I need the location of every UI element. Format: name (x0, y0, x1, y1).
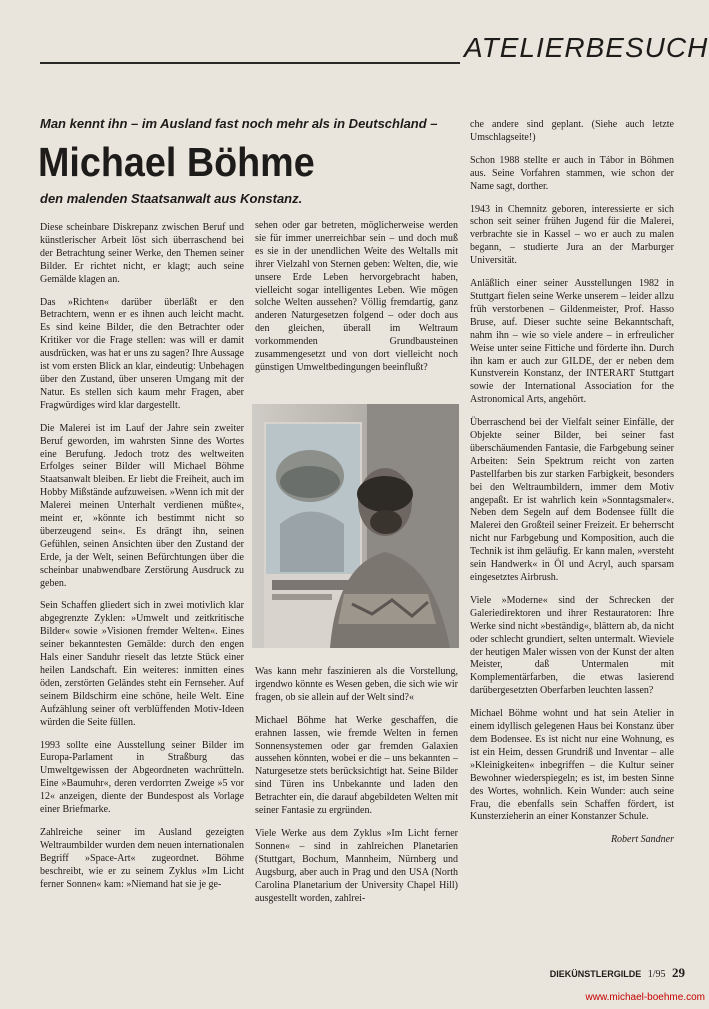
paragraph: Überraschend bei der Vielfalt seiner Einfälle, der Objekte seiner Bilder, bei seiner fast überschäumenden Fantasie, die Farbgebung seiner Arbeiten: Sein Spektrum reicht von zarten Pastellfarben bis zur starken Farbigkeit, besonders bei den Weltraumbildern, immer dem Motiv angepaßt. Er ist wahrlich kein »Sonntagsmaler«. Neben dem Segeln auf dem Bodensee füllt die Malerei den Großteil seiner Freizeit. Er beherrscht nicht nur Farbgebung und Komposition, auch die Technik ist ihm geläufig. Er kann malen, »versteht sein Handwerk« in Öl und Acryl, auch sparsam eingesetztes Airbrush. (470, 417, 674, 583)
article-subtitle: den malenden Staatsanwalt aus Konstanz. (40, 191, 303, 206)
section-heading: ATELIERBESUCH (464, 32, 709, 63)
column-2-top (255, 220, 458, 385)
column-1 (40, 222, 244, 902)
page-number: 29 (672, 965, 685, 980)
artist-photo (252, 404, 459, 648)
column-2-bottom (255, 666, 458, 915)
column-3 (470, 119, 674, 847)
paragraph: Michael Böhme hat Werke geschaffen, die erahnen lassen, wie fremde Welten in fernen Sonnensystemen oder gar fremden Galaxien aussehen könnten, wobei er die – uns bekannten – Naturgesetze stets berücksichtigt hat. Seine Bilder sind Türen ins Unbekannte und laden den Betrachter ein, die darauf abgebildeten Welten mit seiner Fantasie zu ergründen. (255, 714, 458, 817)
paragraph: Die Malerei ist im Lauf der Jahre sein zweiter Beruf geworden, im wahrsten Sinne des Wortes eine Berufung. Jedoch trotz des weltweiten Erfolges seiner Bilder will Michael Böhme Staatsanwalt bleiben. Er liebt die Freiheit, auch im Hobby Mißstände aufzuweisen. »Wenn ich mit der Malerei meinen Unterhalt verdienen müßte«, meint er, »könnte ich bestimmt nicht so überzeugend sein«. Es drängt ihn, seinen Gefühlen, seinen Ansichten über den Zustand der Erde, ja der Welt, seinen Befürchtungen über die scheinbar unabwendbare Zerstörung Ausdruck zu geben. (40, 422, 244, 589)
paragraph: Was kann mehr faszinieren als die Vorstellung, irgendwo könnte es Wesen geben, die sich wie wir fragen, ob sie allein auf der Welt sind?« (255, 666, 458, 703)
issue-number: 1/95 (647, 969, 666, 980)
paragraph: Zahlreiche seiner im Ausland gezeigten Weltraumbilder wurden dem neuen internationalen Begriff »Space-Art« zugeordnet. Böhme beschreibt, wie er zu seinem Zyklus »Im Licht ferner Sonnen« kam: »Niemand hat sie je ge- (40, 826, 244, 890)
paragraph: sehen oder gar betreten, möglicherweise werden sie für immer unerreichbar sein – und doch muß es sie in der unendlichen Weite des Weltalls mit ihrer Vielzahl von Sternen geben: Welten, die, wie unsere Erde Leben hervorgebracht haben, vielleicht sogar intelligentes Leben. Wie mögen solche Welten aussehen? Völlig fremdartig, ganz anderen Naturgesetzen folgend – oder doch aus den gleichen, überall im Weltraum vorkommenden Grundbausteinen zusammengesetzt und von dort vielleicht noch günstigen Umweltbedingungen beeinflußt? (255, 220, 458, 373)
author-signature: Robert Sandner (610, 834, 674, 846)
paragraph: Viele »Moderne« sind der Schrecken der Galeriedirektoren und ihrer Restauratoren: Ihre Werke sind nicht »beständig«, blättern ab, da nicht oder schlecht grundiert, selten untermalt. Wieviele der heutigen Maler wissen von der Kunst der alten Meister, daß Untermalen mit Komplementärfarben, die etwas lasierend darübergesetzten Oberfarben leuchten lassen? (470, 594, 674, 697)
photo-illustration (252, 404, 459, 648)
paragraph: Sein Schaffen gliedert sich in zwei motivlich klar abgegrenzte Zyklen: »Umwelt und zeitkritische Bilder« sowie »Visionen fremder Welten«. Eines seiner bekanntesten Gemälde: durch den engen Hals einer Sanduhr rieselt das letzte Stück einer heilen Landschaft. Ein weiteres: inmitten eines öden, zerstörten Geländes steht ein Fernseher. Auf seinem Bildschirm eine schöne, heile Welt. Eine Aufzählung seiner oft verblüffenden Motiv-Ideen würden die Seite füllen. (40, 600, 244, 728)
paragraph: 1993 sollte eine Ausstellung seiner Bilder im Europa-Parlament in Straßburg das Umweltgewissen der Abgeordneten wachrütteln. Eine »Baumuhr«, deren verdorrten Zweige »5 vor 12« anzeigen, diente der Bundespost als Vorlage einer Briefmarke. (40, 739, 244, 816)
paragraph: Michael Böhme wohnt und hat sein Atelier in einem idyllisch gelegenen Haus bei Konstanz über dem Bodensee. Es ist nicht nur eine Wohnung, es ist ein Heim, dessen Grundriß und Inventar – alle »Kleinigkeiten« inbegriffen – die Kultur seiner Bewohner wiederspiegeln; es ist, im besten Sinne des Wortes, wohnlich. Kein Wunder: auch seine Frau, die ebenfalls sein Schaffen fördert, ist Kunsterzieherin an einer Konstanzer Schule. (470, 708, 674, 823)
website-watermark: www.michael-boehme.com (585, 992, 705, 1003)
header-rule (40, 62, 460, 64)
paragraph: che andere sind geplant. (Siehe auch letzte Umschlagseite!) (470, 119, 674, 143)
article-title: Michael Böhme (38, 139, 315, 185)
paragraph: 1943 in Chemnitz geboren, interessierte er sich schon seit seiner frühen Jugend für die Malerei, verbrachte sie in Kassel – wo er auch zu malen begann, – studierte Jura an der Marburger Universität. (470, 203, 674, 267)
kicker-line: Man kennt ihn – im Ausland fast noch mehr als in Deutschland – (40, 116, 438, 131)
magazine-name: DIEKÜNSTLERGILDE (549, 969, 642, 979)
paragraph: Das »Richten« darüber überläßt er den Betrachtern, wenn er es ihnen auch leicht macht. Es sind keine Bilder, die den Betrachter oder Kritiker vor die Frage stellen: was will er damit ausdrücken, was hat er uns zu sagen? Ihre Aussage ist vom ersten Blick an klar, eindeutig: Unbehagen über den Zustand, über unseren Umgang mit der Natur. Es stellen sich kaum mehr Fragen, aber Fragwürdiges wird klar dargestellt. (40, 296, 244, 411)
paragraph: Diese scheinbare Diskrepanz zwischen Beruf und künstlerischer Arbeit löst sich überraschend bei der Betrachtung seiner Werke, den Themen seiner Bilder. Er richtet nicht, er klagt; auch seine Gemälde klagen an. (40, 222, 244, 285)
paragraph: Anläßlich einer seiner Ausstellungen 1982 in Stuttgart fielen seine Werke unserem – leider allzu früh verstorbenen – Gildenmeister, Prof. Hasso Bruse, auf. Dieser suchte seine Bekanntschaft, nahm ihn – wie so viele andere – in erfreulicher Weise unter seine Fittiche und förderte ihn. Durch ihn kam er auch zur GILDE, der er neben dem Kunstverein Konstanz, der INTERART Stuttgart sowie der International Association for the Astronomical Arts, angehört. (470, 278, 674, 406)
page-footer (510, 965, 685, 981)
paragraph: Schon 1988 stellte er auch in Tábor in Böhmen aus. Seine Vorfahren stammen, wie schon der Name sagt, dorther. (470, 154, 674, 192)
paragraph: Viele Werke aus dem Zyklus »Im Licht ferner Sonnen« – sind in zahlreichen Planetarien (Stuttgart, Bochum, Mannheim, Nürnberg und Augsburg, aber auch in Prag und den USA (North Carolina Planetarium der University Chapel Hill) ausgestellt worden, zahlrei- (255, 827, 458, 904)
